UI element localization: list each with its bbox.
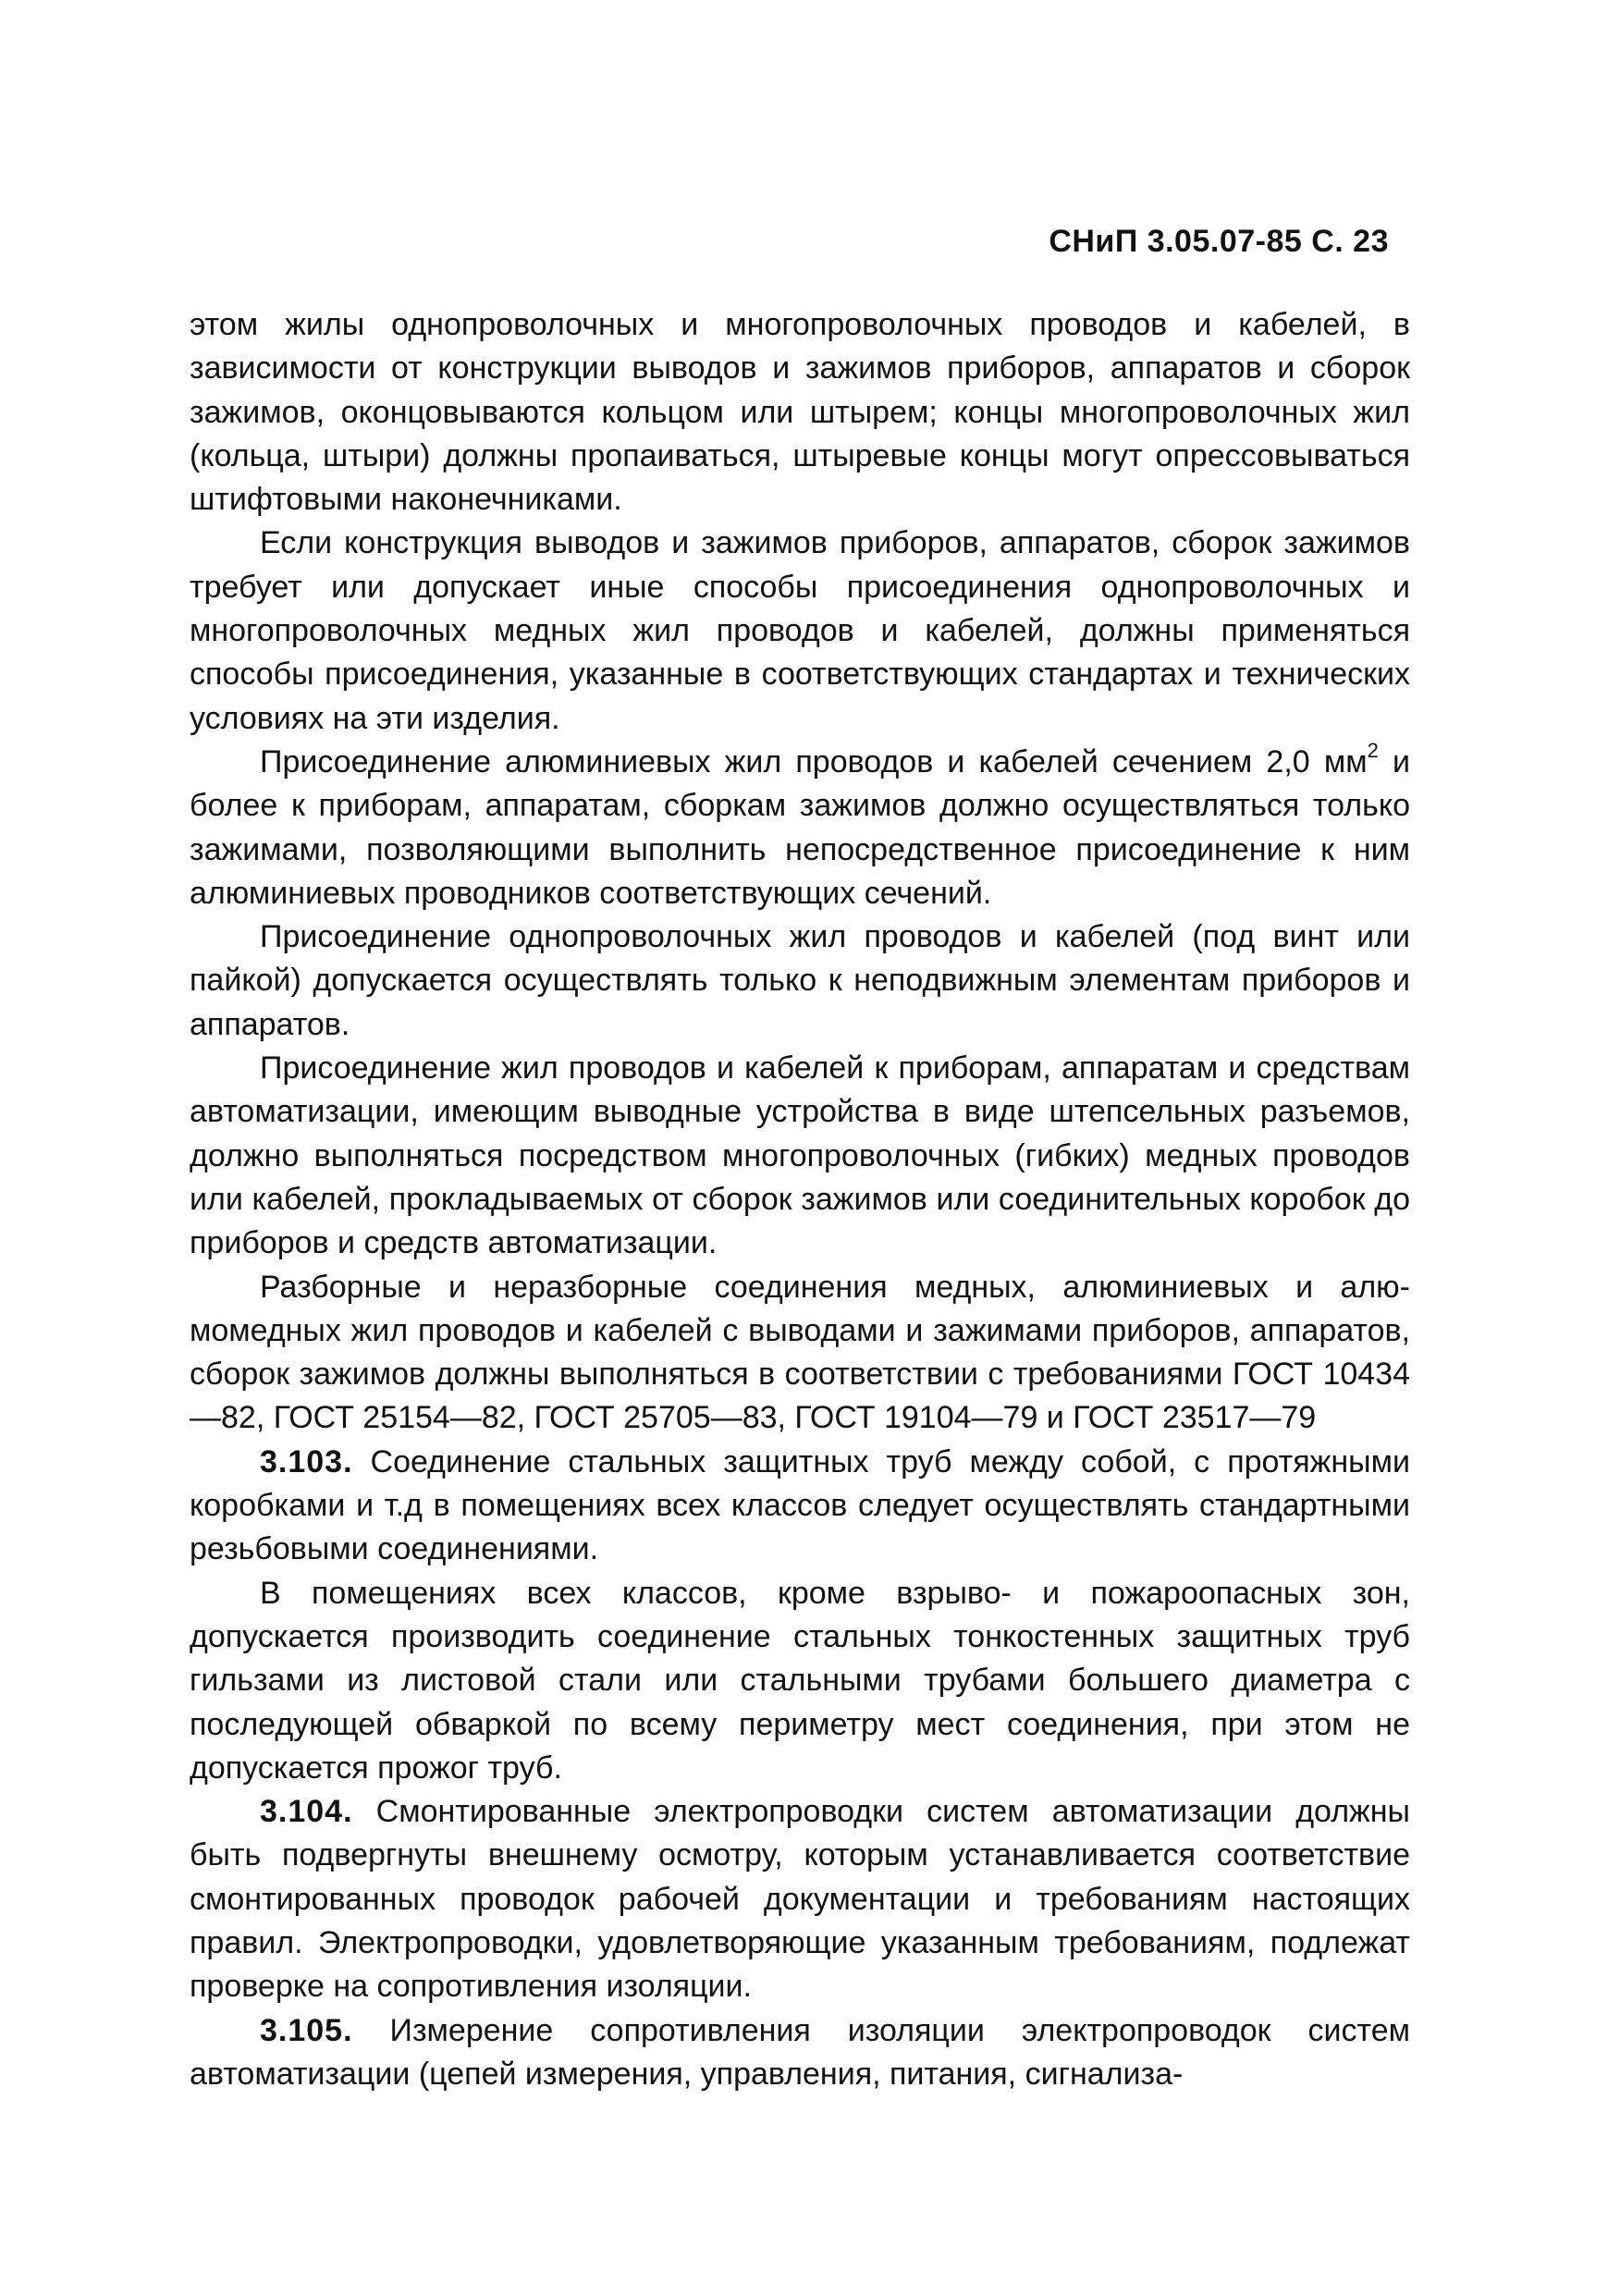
numbered-paragraph <box>190 1790 1410 2008</box>
paragraph-text: Смонтированные электропроводки систем автоматизации должны быть подвергнуты внешнему осмотру, которым устанавливается соответствие смонтированных проводок рабочей документации и требованиям настоящих правил. Электропроводки, удовлетворяющие указанным требованиям, подлежат проверке на сопротивления изоляции. <box>190 1794 1410 2005</box>
paragraph-text: Присоединение алюминиевых жил проводов и кабелей сечением 2,0 мм <box>260 743 1368 780</box>
clause-number: 3.104. <box>260 1794 353 1830</box>
numbered-paragraph <box>190 2009 1410 2097</box>
paragraph <box>190 1572 1410 1790</box>
paragraph-text: Присоединение жил проводов и кабелей к приборам, аппаратам и средствам автоматизации, имеющим выводные устройства в виде штепсельных разъемов, должно выполняться посредством многопроволочных (гибких) медных проводов или кабелей, прокладываемых от сборок зажимов или соединительных коробок до приборов и средств автоматизации. <box>190 1050 1410 1261</box>
numbered-paragraph <box>190 1441 1410 1572</box>
clause-number: 3.103. <box>260 1443 353 1480</box>
paragraph-text: Если конструкция выводов и зажимов приборов, аппаратов, сборок зажимов требует или допускает иные способы присоединения однопроволочных и многопроволочных медных жил проводов и кабелей, должны применяться способы присоединения, указанные в соответствующих стандартах и технических условиях на эти изделия. <box>190 525 1410 736</box>
clause-number: 3.105. <box>260 2012 353 2048</box>
body-text <box>190 303 1410 2096</box>
paragraph <box>190 915 1410 1047</box>
paragraph <box>190 522 1410 740</box>
paragraph <box>190 1266 1410 1441</box>
superscript: 2 <box>1367 738 1379 762</box>
paragraph <box>190 303 1410 522</box>
paragraph <box>190 738 1410 915</box>
paragraph-text: В помещениях всех классов, кроме взрыво- и пожароопасных зон, допускается производить соединение стальных тонкостенных защитных труб гильзами из листовой стали или стальными трубами большeго диаметра с последующей обваркой по всему периметру мест соединения, при этом не допускается прожог труб. <box>190 1575 1410 1786</box>
paragraph-text-continued: и более к приборам, аппаратам, сборкам зажимов должно осуществляться только зажимами, позволяющими выполнить непосредственное присоединение к ним алюминиевых проводников соответствующих сечений. <box>190 743 1410 911</box>
page-header: СНиП 3.05.07-85 С. 23 <box>1049 224 1389 259</box>
paragraph-text: Измерение сопротивления изоляции электропроводок систем автоматизации (цепей измерения, управления, питания, сигнализа- <box>190 2012 1410 2092</box>
paragraph-text: Соединение стальных защитных труб между собой, с протяжными коробками и т.д в помещениях всех классов следует осуществлять стандартными резьбовыми соединениями. <box>190 1443 1410 1567</box>
paragraph <box>190 1047 1410 1265</box>
paragraph-text: Присоединение однопроволочных жил проводов и кабелей (под винт или пайкой) допускается осуществлять только к неподвижным элементам приборов и аппаратов. <box>190 919 1410 1042</box>
paragraph-text: Разборные и неразборные соединения медных, алюминиевых и алюмомедных жил проводов и кабелей с выводами и зажимами приборов, аппаратов, сборок зажимов должны выполняться в соответствии с требованиями ГОСТ 10434—82, ГОСТ 25154—82, ГОСТ 25705—83, ГОСТ 19104—79 и ГОСТ 23517—79 <box>190 1269 1410 1436</box>
paragraph-text: этом жилы однопроволочных и многопроволочных проводов и кабелей, в зависимости от конструкции выводов и зажимов приборов, аппаратов и сборок зажимов, оконцовываются кольцом или штырем; концы многопроволочных жил (кольца, штыри) должны пропаиваться, штыревые концы могут опрессовываться штифтовыми наконечниками. <box>190 307 1410 518</box>
